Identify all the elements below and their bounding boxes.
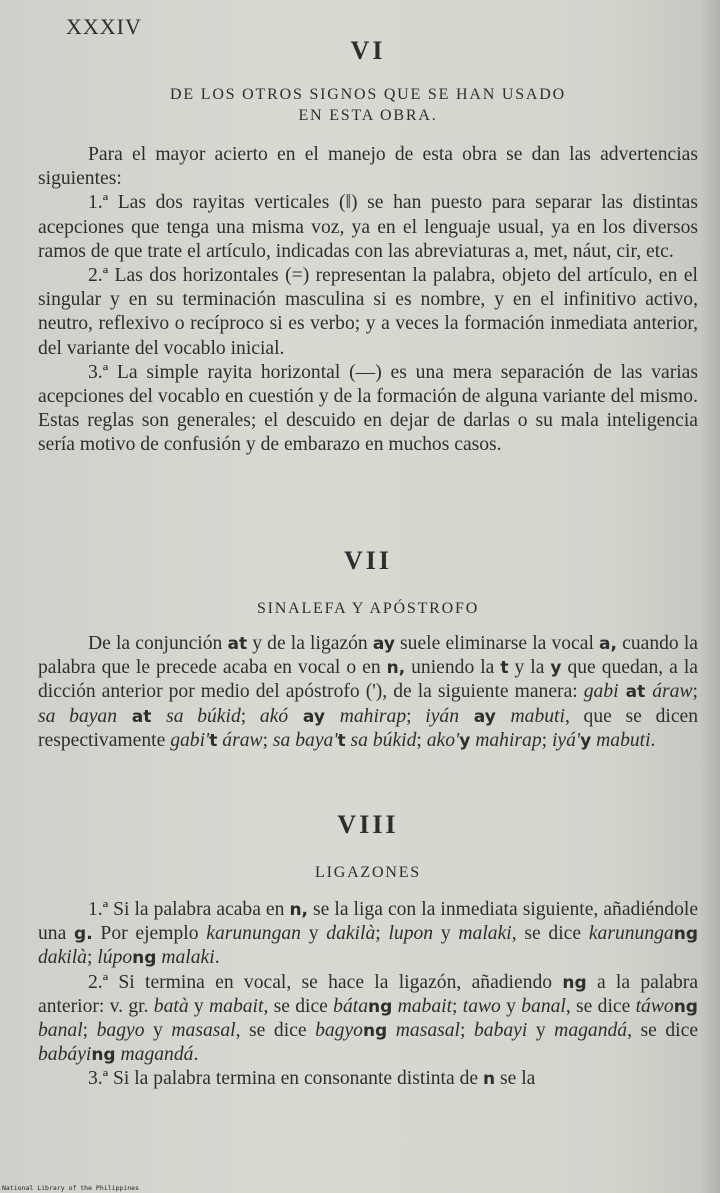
page-edge-shadow (700, 0, 720, 1193)
section-vii (38, 548, 698, 619)
section-title-line2: EN ESTA OBRA. (298, 107, 438, 124)
intro-paragraph: Para el mayor acierto en el manejo de esta obra se dan las advertencias siguientes: (38, 144, 698, 190)
ligazon-rule-1: 1.ª Si la palabra acaba en n, se la liga con la inmediata siguiente, añadiéndole una g. Por ejemplo karunungan y dakilà; lupon y malaki, se dice karunungang dakilà; lúpong malaki. (38, 899, 699, 969)
section-number: VII (343, 546, 392, 575)
section-viii-body (38, 898, 698, 1092)
library-credit: National Library of the Philippines (2, 1184, 139, 1192)
section-title-line1: DE LOS OTROS SIGNOS QUE SE HAN USADO (170, 86, 566, 103)
ligazon-rule-2: 2.ª Si termina en vocal, se hace la ligazón, añadiendo ng a la palabra anterior: v. gr. batà y mabait, se dice bátang mabait; tawo y banal, se dice táwong banal; bagyo y masasal, se dice bagyong masasal; babayi y magandá, se dice babáying magandá. (38, 971, 699, 1066)
rule-paragraph: 2.ª Las dos horizontales (=) representan la palabra, objeto del artículo, en el singular y en su terminación masculina si es nombre, y en el infinitivo activo, neutro, reflexivo o recíproco si es verbo; y a veces la formación inmediata anterior, del variante del vocablo inicial. (38, 265, 698, 359)
page-number: XXXIV (66, 14, 142, 39)
section-viii (38, 812, 698, 883)
rule-paragraph: 3.ª La simple rayita horizontal (—) es una mera separación de las varias acepciones del vocablo en cuestión y de la formación de alguna variante del mismo. Estas reglas son generales; el descuido en dejar de darlas o su mala inteligencia sería motivo de confusión y de embarazo en muchos casos. (38, 361, 698, 456)
rule-paragraph: 1.ª Las dos rayitas verticales (‖) se han puesto para separar las distintas acepciones que tenga una misma voz, ya en el lenguaje usual, ya en los diversos ramos de que trate el artículo, indicadas con las abreviaturas a, met, náut, cir, etc. (38, 192, 698, 262)
section-vii-body (38, 632, 698, 753)
section-vi-body (38, 143, 698, 458)
ligazon-rule-3: 3.ª Si la palabra termina en consonante distinta de n se la (88, 1068, 536, 1090)
section-number: VI (350, 36, 386, 65)
section-number: VIII (337, 810, 399, 839)
sinalefa-paragraph: De la conjunción at y de la ligazón ay suele eliminarse la vocal a, cuando la palabra que le precede acaba en vocal o en n, uniendo la t y la y que quedan, a la dicción anterior por medio del apóstrofo ('), de la siguiente manera: gabi at áraw; sa bayan at sa búkid; akó ay mahirap; iyán ay mabuti, que se dicen respectivamente gabi't áraw; sa baya't sa búkid; ako'y mahirap; iyá'y mabuti. (38, 633, 699, 751)
section-vi (38, 38, 698, 126)
section-title: SINALEFA Y APÓSTROFO (256, 600, 480, 617)
section-title: LIGAZONES (315, 864, 421, 881)
